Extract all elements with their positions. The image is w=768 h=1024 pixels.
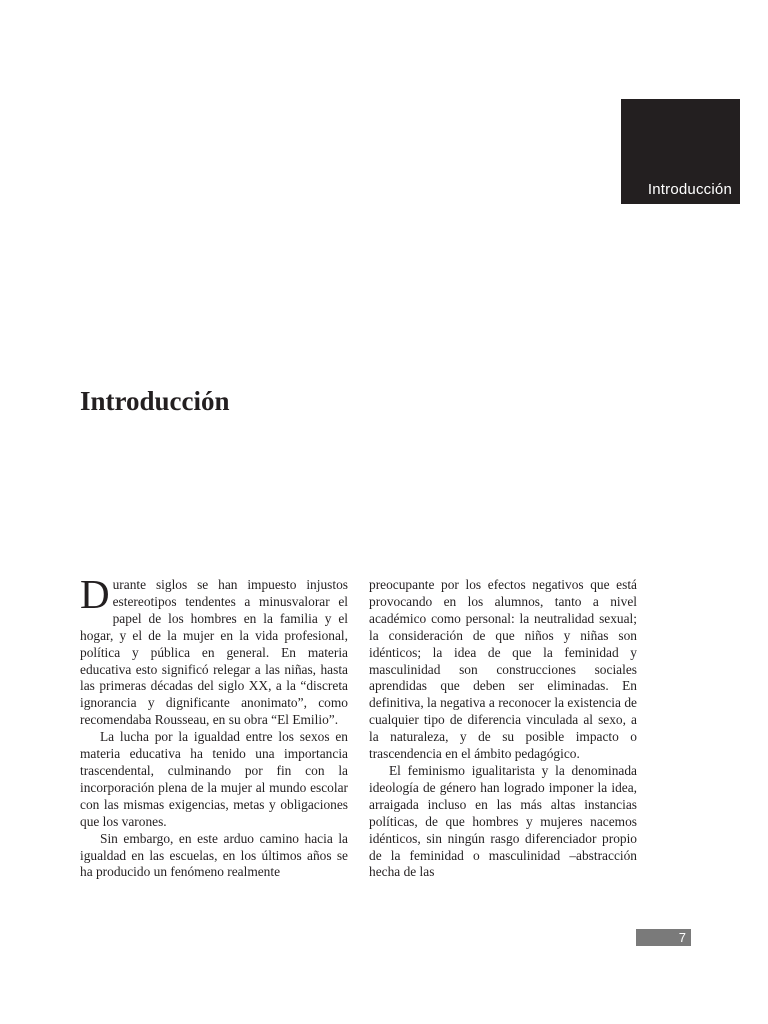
paragraph xyxy=(80,571,348,729)
paragraph: El feminismo igualitarista y la denominada ideología de género han logrado imponer la idea, arraigada incluso en las más altas instancias políticas, de que hombres y mujeres nacemos idénticos, sin ningún rasgo diferenciador propio de la feminidad o masculinidad –abstracción hecha de las xyxy=(369,762,637,880)
body-column-right xyxy=(369,577,637,881)
chapter-title: Introducción xyxy=(80,386,230,416)
paragraph: La lucha por la igualdad entre los sexos en materia educativa ha tenido una importancia trascendental, culminando por fin con la incorporación plena de la mujer al mundo escolar con las mismas exigencias, metas y obligaciones que los varones. xyxy=(80,729,348,829)
section-header-tab xyxy=(621,99,740,204)
body-column-left xyxy=(80,571,348,881)
drop-cap: D xyxy=(80,571,110,617)
page-number-badge xyxy=(636,929,691,946)
section-header-label: Introducción xyxy=(647,181,732,198)
paragraph: preocupante por los efectos negativos que está provocando en los alumnos, tanto a nivel académico como personal: la neutralidad sexual; la consideración de que niños y niñas son idénticos; la idea de que la feminidad y masculinidad son construcciones sociales aprendidas que deben ser eliminadas. En definitiva, la negativa a reconocer la existencia de cualquier tipo de diferencia vinculada al sexo, a la naturaleza, y de su posible impacto o trascendencia en el ámbito pedagógico. xyxy=(369,577,637,762)
paragraph: Sin embargo, en este arduo camino hacia la igualdad en las escuelas, en los últimos años se ha producido un fenómeno realmente xyxy=(80,830,348,880)
paragraph-text: urante siglos se han impuesto injustos estereotipos tendentes a minusvalorar el papel de los hombres en la familia y el hogar, y el de la mujer en la vida profesional, política y pública en general. En materia educativa esto significó relegar a las niñas, hasta las primeras décadas del siglo XX, a la “discreta ignorancia y dignificante anonimato”, como recomendaba Rousseau, en su obra “El Emilio”. xyxy=(80,577,348,728)
page-number: 7 xyxy=(678,930,686,945)
